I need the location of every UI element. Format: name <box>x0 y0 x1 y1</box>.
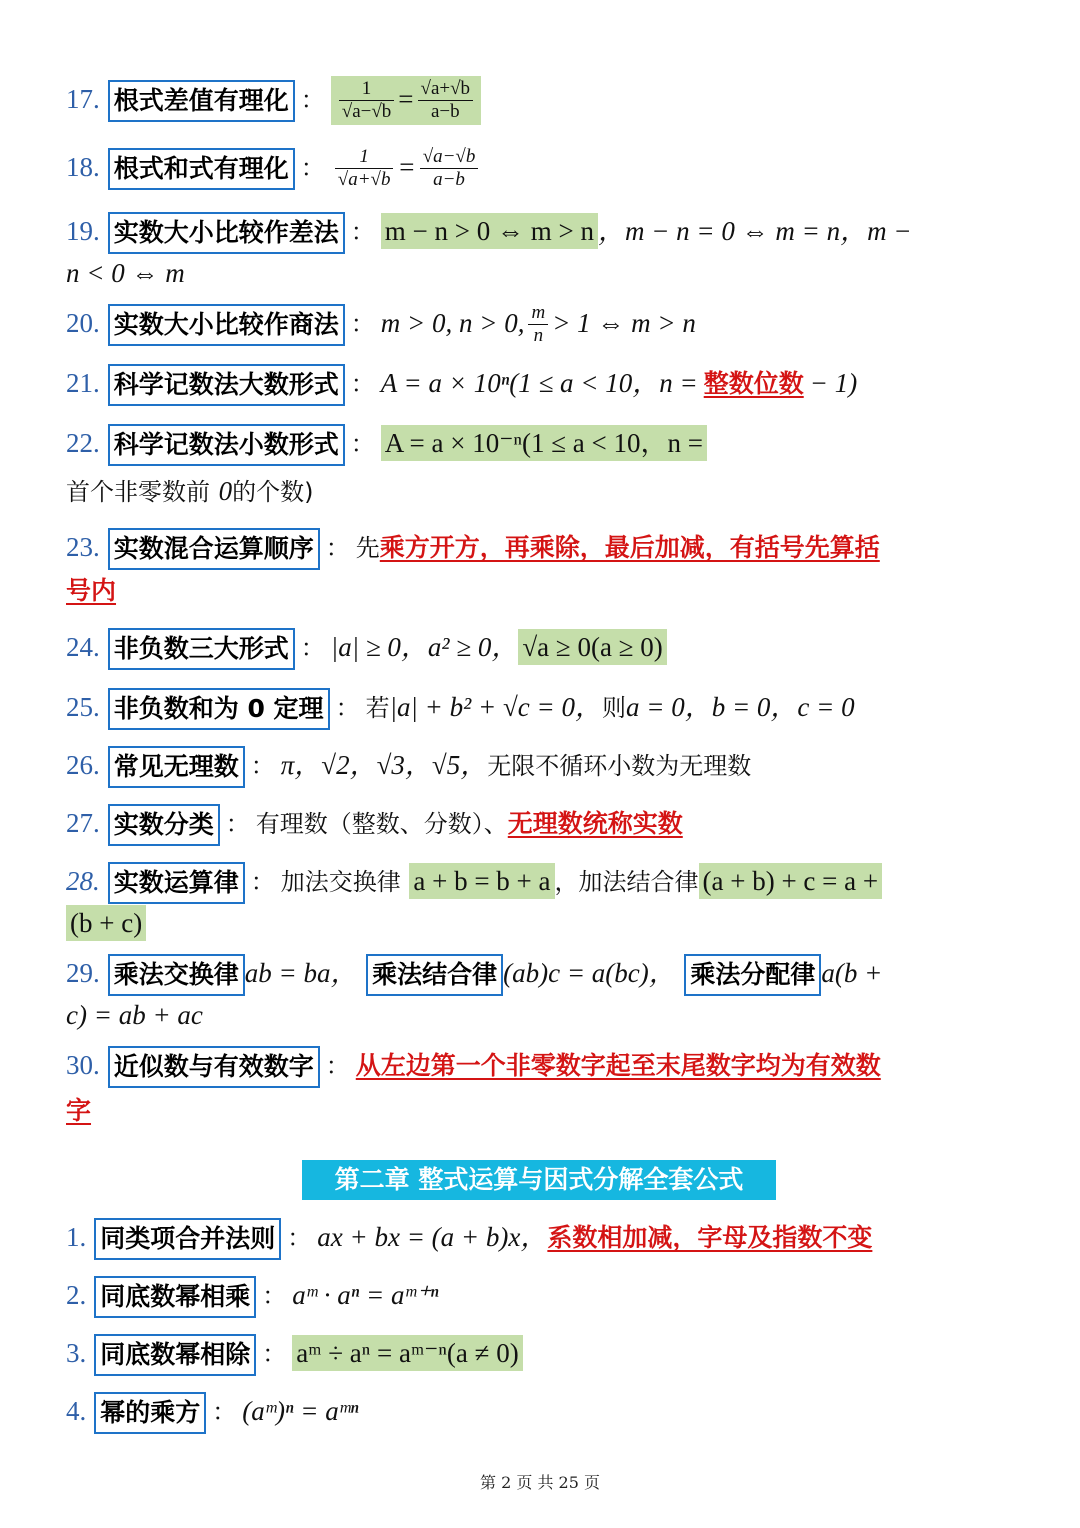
item-number: 23. <box>66 532 100 562</box>
formula-22 <box>66 422 1010 466</box>
formula-25: 25. 非负数和为 0 定理 ： 若|a| + b² + √c = 0，则a = 0，b = 0，c = 0 <box>66 686 1010 730</box>
formula-20 <box>66 302 1010 347</box>
term-box: 同类项合并法则 <box>94 1218 281 1260</box>
term-box: 常见无理数 <box>108 746 245 788</box>
term-box: 乘法交换律 <box>108 954 245 996</box>
formula-29: 29. 乘法交换律 ab = ba， 乘法结合律 (ab)c = a(bc)， 乘法分配律 a(b + <box>66 952 1010 996</box>
item-number: 24. <box>66 632 100 662</box>
colon: ： <box>250 752 275 780</box>
fraction: $\frac{1}{√a+√b}$ <box>335 146 394 191</box>
formula-29-continuation: c) = ab + ac <box>66 1000 203 1030</box>
fraction: $\frac{√a+√b}{a-b}$ <box>418 78 474 123</box>
item-number: 19. <box>66 216 100 246</box>
item-number: 1. <box>66 1222 87 1252</box>
formula-28-continuation: (b + c) <box>66 902 146 945</box>
red-emphasis: 整数位数 <box>703 369 804 398</box>
fraction: $\frac{m}{n}$ <box>528 302 548 347</box>
colon: ： <box>300 154 325 182</box>
red-emphasis: 从左边第一个非零数字起至末尾数字均为有效数 <box>355 1051 881 1080</box>
formula-27: 27. 实数分类 ： 有理数（整数、分数）、无理数统称实数 <box>66 802 1010 846</box>
term-box: 实数大小比较作差法 <box>108 212 345 254</box>
formula-26: 26. 常见无理数 ： π，√2，√3，√5，无限不循环小数为无理数 <box>66 744 1010 788</box>
item-number: 29. <box>66 958 100 988</box>
term-box: 同底数幂相除 <box>94 1334 256 1376</box>
term-box: 实数大小比较作商法 <box>108 304 345 346</box>
colon: ： <box>350 370 375 398</box>
term-box: 近似数与有效数字 <box>108 1046 320 1088</box>
formula-text: A = a × 10ⁿ(1 ≤ a < 10，n = <box>380 368 698 398</box>
formula-2-4: 4. 幂的乘方 ： (aᵐ)ⁿ = aᵐⁿ <box>66 1390 1010 1434</box>
formula-23-continuation: 号内 <box>66 576 117 605</box>
highlight: (a + b) + c = a + <box>699 863 883 899</box>
term-box: 科学记数法大数形式 <box>108 364 345 406</box>
colon: ： <box>262 1340 287 1368</box>
term-box: 实数分类 <box>108 804 220 846</box>
red-emphasis: 系数相加减，字母及指数不变 <box>547 1223 873 1252</box>
colon: ： <box>350 310 375 338</box>
item-number: 20. <box>66 308 100 338</box>
formula-30-continuation: 字 <box>66 1096 92 1125</box>
highlight: A = a × 10⁻ⁿ(1 ≤ a < 10，n = <box>381 425 707 461</box>
formula-text: |a| ≥ 0，a² ≥ 0， <box>330 632 519 662</box>
item-number: 28. <box>66 866 100 896</box>
item-number: 21. <box>66 368 100 398</box>
chapter-title: 第二章 整式运算与因式分解全套公式 <box>302 1160 776 1200</box>
colon: ： <box>262 1282 287 1310</box>
red-emphasis: 无理数统称实数 <box>507 809 683 838</box>
term-box: 乘法结合律 <box>366 954 503 996</box>
formula-19 <box>66 210 1010 254</box>
item-number: 22. <box>66 428 100 458</box>
term-box: 乘法分配律 <box>684 954 821 996</box>
colon: ： <box>250 868 275 896</box>
item-number: 30. <box>66 1050 100 1080</box>
formula-text: m > 0, n > 0, <box>380 308 525 338</box>
term-box: 同底数幂相乘 <box>94 1276 256 1318</box>
formula-22-continuation: 首个非零数前 0的个数) <box>66 476 314 506</box>
item-number: 18. <box>66 152 100 182</box>
page-footer: 第 2 页 共 25 页 <box>480 1473 600 1492</box>
colon: ： <box>212 1398 237 1426</box>
formula-text: > 1 ⇔ m > n <box>552 308 696 338</box>
colon: ： <box>225 810 250 838</box>
term-box: 根式和式有理化 <box>108 148 295 190</box>
colon: ： <box>325 534 350 562</box>
fraction: $\frac{√a-√b}{a-b}$ <box>420 146 479 191</box>
formula-17 <box>66 76 1010 125</box>
formula-24 <box>66 626 1010 670</box>
item-number: 26. <box>66 750 100 780</box>
term-box: 实数运算律 <box>108 862 245 904</box>
formula-2-3 <box>66 1332 1010 1376</box>
colon: ： <box>287 1224 312 1252</box>
term-box: 实数混合运算顺序 <box>108 528 320 570</box>
highlight: m − n > 0 ⇔ m > n <box>381 213 598 249</box>
formula-30 <box>66 1044 1010 1088</box>
colon: ： <box>300 634 325 662</box>
colon: ： <box>335 694 360 722</box>
item-number: 25. <box>66 692 100 722</box>
formula-21 <box>66 362 1010 406</box>
formula-19-continuation: n < 0 ⇔ m <box>66 258 185 288</box>
red-emphasis: 乘方开方，再乘除，最后加减，有括号先算括 <box>379 533 880 562</box>
formula-23: 23. 实数混合运算顺序 ： 先乘方开方，再乘除，最后加减，有括号先算括 <box>66 526 1010 570</box>
item-number: 17. <box>66 84 100 114</box>
term-box: 非负数三大形式 <box>108 628 295 670</box>
highlight: a + b = b + a <box>409 863 554 899</box>
formula-2-2: 2. 同底数幂相乘 ： aᵐ · aⁿ = aᵐ⁺ⁿ <box>66 1274 1010 1318</box>
fraction: $\frac{1}{√a-√b}$ <box>339 78 395 123</box>
highlight: aᵐ ÷ aⁿ = aᵐ⁻ⁿ(a ≠ 0) <box>292 1335 522 1371</box>
term-box: 根式差值有理化 <box>108 80 295 122</box>
colon: ： <box>350 430 375 458</box>
formula-text: − 1) <box>809 368 858 398</box>
formula-28: 28. 实数运算律 ： 加法交换律 a + b = b + a ，加法结合律 (a + b) + c = a + <box>66 860 1010 904</box>
formula-18: 18. 根式和式有理化 ： $\frac{1}{√a+√b}$ = $\frac{√a-√b}{a-b}$ <box>66 146 1010 191</box>
term-box: 幂的乘方 <box>94 1392 206 1434</box>
highlight: √a ≥ 0(a ≥ 0) <box>518 629 666 665</box>
item-number: 27. <box>66 808 100 838</box>
item-number: 2. <box>66 1280 87 1310</box>
colon: ： <box>300 86 325 114</box>
highlight: $\frac{1}{√a-√b}$ = $\frac{√a+√b}{a-b}$ <box>331 76 481 125</box>
item-number: 4. <box>66 1396 87 1426</box>
colon: ： <box>350 218 375 246</box>
colon: ： <box>325 1052 350 1080</box>
formula-2-1: 1. 同类项合并法则 ： ax + bx = (a + b)x，系数相加减，字母及指数不变 <box>66 1216 1010 1260</box>
item-number: 3. <box>66 1338 87 1368</box>
formula-text: ，m − n = 0 ⇔ m = n，m − <box>597 216 912 246</box>
term-box: 科学记数法小数形式 <box>108 424 345 466</box>
term-box: 非负数和为 0 定理 <box>108 688 330 730</box>
